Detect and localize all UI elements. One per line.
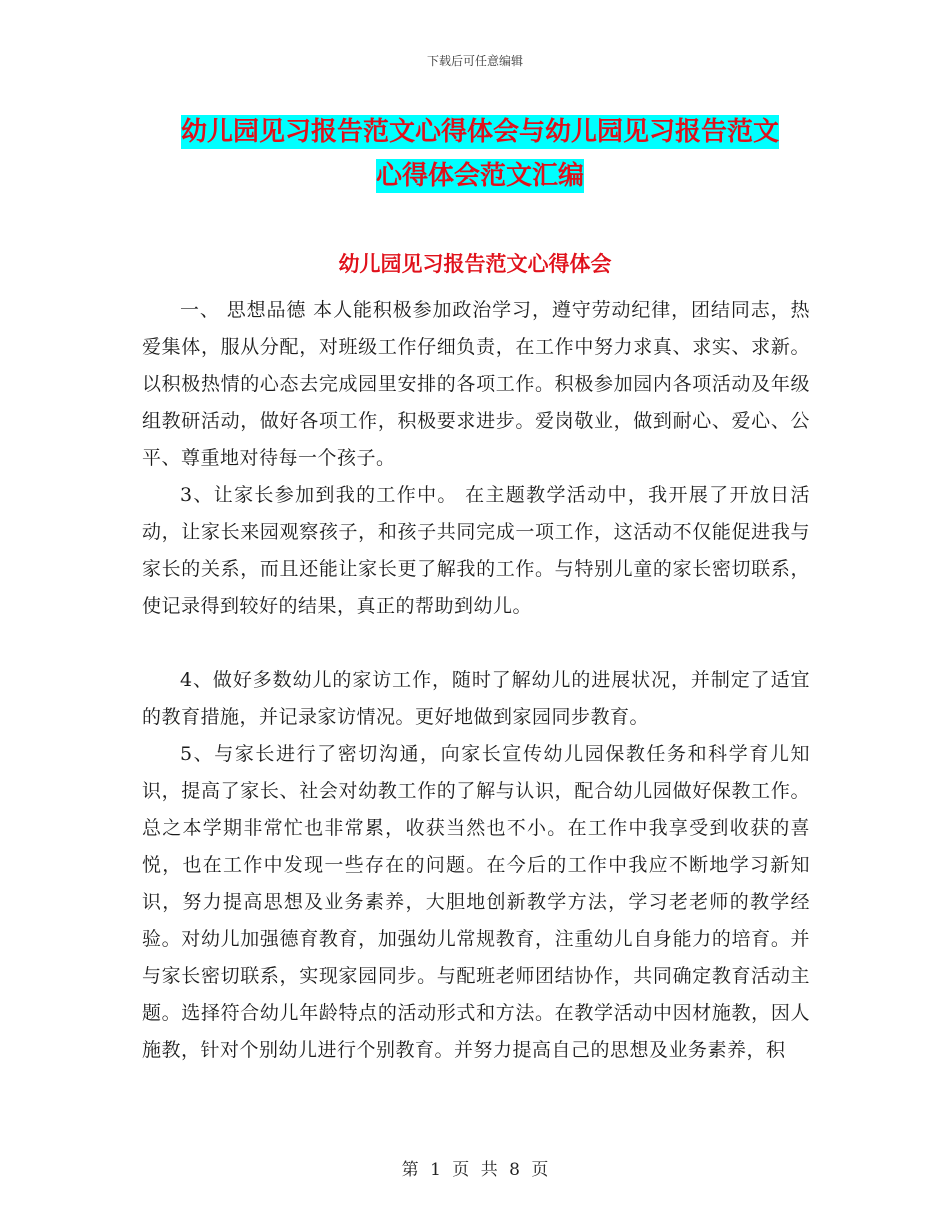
paragraph-1: 一、 思想品德 本人能积极参加政治学习，遵守劳动纪律，团结同志，热爱集体，服从分配，对班级工作仔细负责，在工作中努力求真、求实、求新。以积极热情的心态去完成园里安排的各项工作。积极参加园内各项活动及年级组教研活动，做好各项工作，积极要求进步。爱岗敬业，做到耐心、爱心、公平、尊重地对待每一个孩子。 [142,299,810,469]
title-line-2-text: 心得体会范文汇编 [375,161,584,191]
title-line-1-text: 幼儿园见习报告范文心得体会与幼儿园见习报告范文 [180,117,779,147]
title-line-2 [150,154,810,198]
page-number: 第 1 页 共 8 页 [401,1160,549,1180]
paragraph-4: 5、与家长进行了密切沟通，向家长宣传幼儿园保教任务和科学育儿知识，提高了家长、社会对幼教工作的了解与认识，配合幼儿园做好保教工作。 总之本学期非常忙也非常累，收获当然也不小。在工作中我享受到收获的喜悦，也在工作中发现一些存在的问题。在今后的工作中我应不断地学习新知识，努力提高思想及业务素养，大胆地创新教学方法，学习老老师的教学经验。对幼儿加强德育教育，加强幼儿常规教育，注重幼儿自身能力的培育。并与家长密切联系，实现家园同步。与配班老师团结协作，共同确定教育活动主题。选择符合幼儿年龄特点的活动形式和方法。在教学活动中因材施教，因人施教，针对个别幼儿进行个别教育。并努力提高自己的思想及业务素养，积 [142,743,810,1061]
title-line-1 [150,110,810,154]
paragraph-2: 3、让家长参加到我的工作中。 在主题教学活动中，我开展了开放日活动，让家长来园观察孩子，和孩子共同完成一项工作，这活动不仅能促进我与家长的关系，而且还能让家长更了解我的工作。与特别儿童的家长密切联系，使记录得到较好的结果，真正的帮助到幼儿。 [142,484,810,617]
body-text [142,292,810,1069]
paragraph-3: 4、做好多数幼儿的家访工作，随时了解幼儿的进展状况，并制定了适宜的教育措施，并记录家访情况。更好地做到家园同步教育。 [142,669,810,728]
header-note: 下载后可任意编辑 [426,54,523,68]
document-title [150,110,810,198]
section-subtitle: 幼儿园见习报告范文心得体会 [338,252,612,276]
